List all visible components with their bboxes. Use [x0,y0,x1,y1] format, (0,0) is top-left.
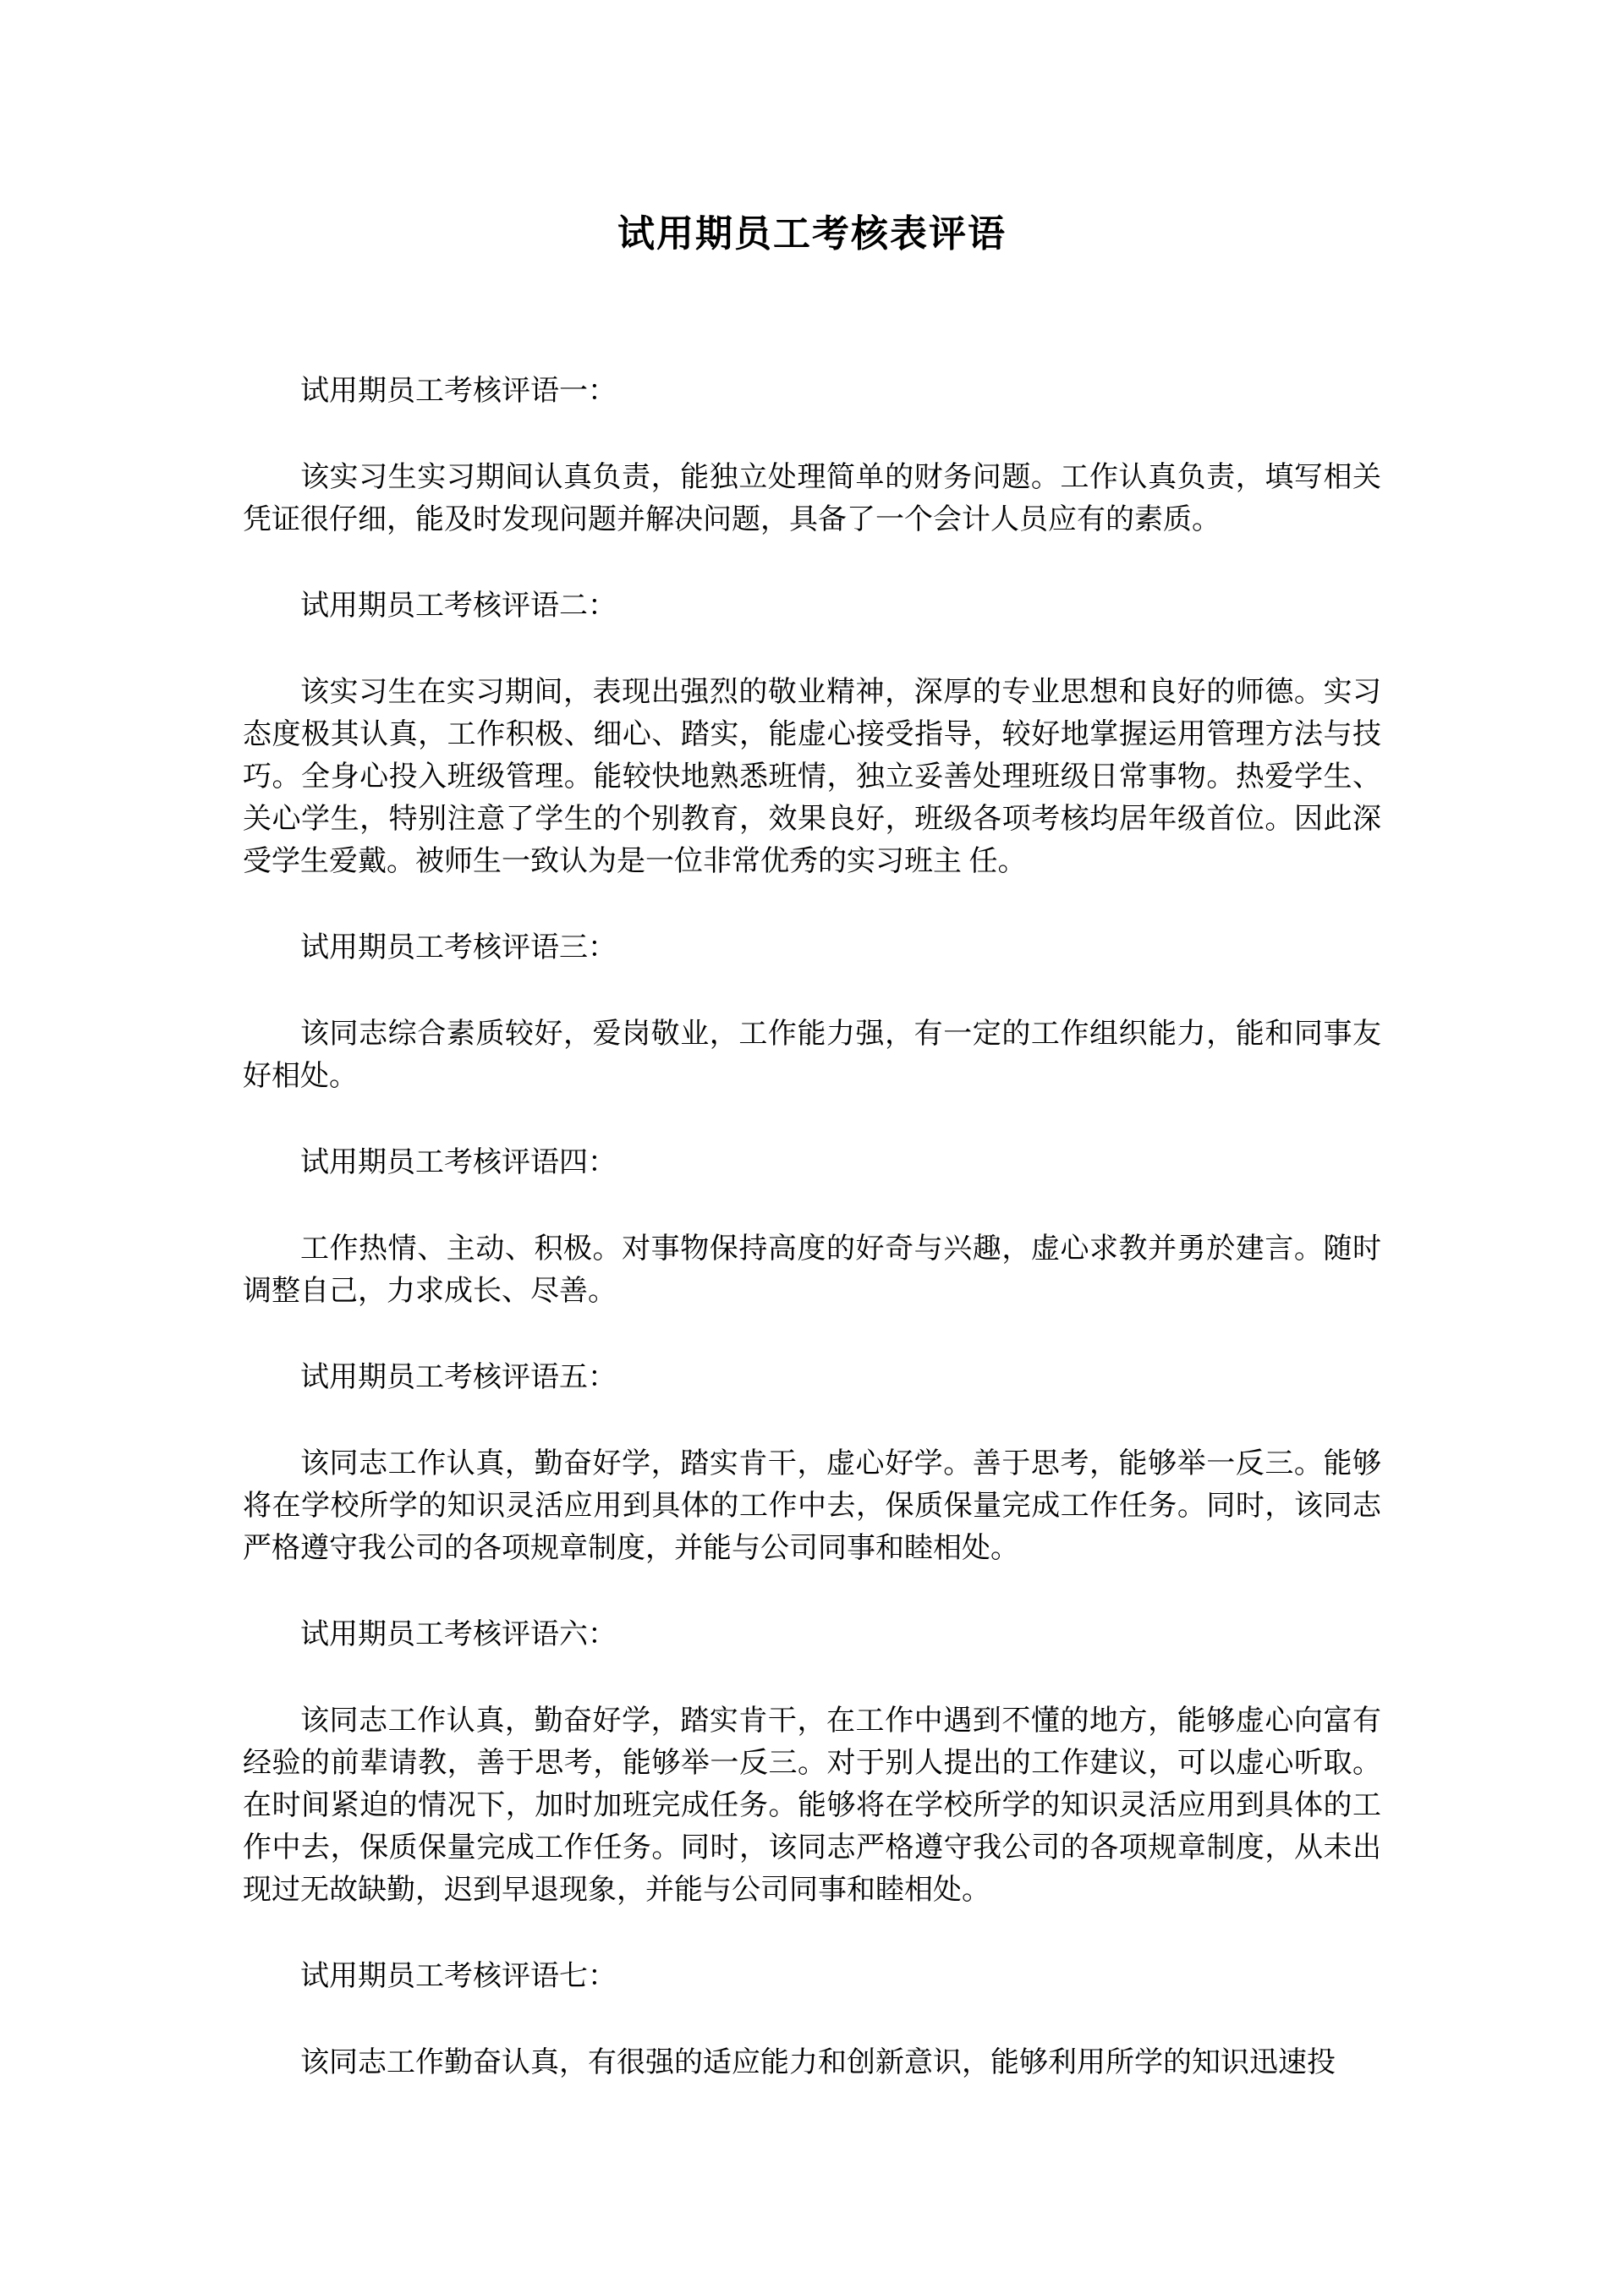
section-5-heading: 试用期员工考核评语五： [300,1362,617,1393]
comment-section-4 [243,1142,1381,1313]
comment-section-3 [243,927,1381,1098]
comment-section-2 [243,585,1381,883]
section-6-heading: 试用期员工考核评语六： [300,1619,617,1650]
comment-section-6 [243,1614,1381,1912]
section-5-body: 该同志工作认真，勤奋好学，踏实肯干，虚心好学。善于思考，能够举一反三。能够将在学校所学的知识灵活应用到具体的工作中去，保质保量完成工作任务。同时，该同志严格遵守我公司的各项规章制度，并能与公司同事和睦相处。 [243,1448,1381,1564]
section-7-heading: 试用期员工考核评语七： [300,1961,617,1992]
document-content [243,371,1381,2084]
section-1-body: 该实习生实习期间认真负责，能独立处理简单的财务问题。工作认真负责，填写相关凭证很仔细，能及时发现问题并解决问题，具备了一个会计人员应有的素质。 [243,462,1381,535]
section-3-heading: 试用期员工考核评语三： [300,932,617,964]
section-3-body: 该同志综合素质较好，爱岗敬业，工作能力强，有一定的工作组织能力，能和同事友好相处。 [243,1018,1381,1092]
section-6-body: 该同志工作认真，勤奋好学，踏实肯干，在工作中遇到不懂的地方，能够虚心向富有经验的前辈请教，善于思考，能够举一反三。对于别人提出的工作建议，可以虚心听取。在时间紧迫的情况下，加时加班完成任务。能够将在学校所学的知识灵活应用到具体的工作中去，保质保量完成工作任务。同时，该同志严格遵守我公司的各项规章制度，从未出现过无故缺勤，迟到早退现象，并能与公司同事和睦相处。 [243,1705,1381,1906]
section-2-body: 该实习生在实习期间，表现出强烈的敬业精神，深厚的专业思想和良好的师德。实习态度极其认真，工作积极、细心、踏实，能虚心接受指导，较好地掌握运用管理方法与技巧。全身心投入班级管理。能较快地熟悉班情，独立妥善处理班级日常事物。热爱学生、关心学生，特别注意了学生的个别教育，效果良好，班级各项考核均居年级首位。因此深受学生爱戴。被师生一致认为是一位非常优秀的实习班主 任。 [243,677,1381,877]
section-7-body: 该同志工作勤奋认真，有很强的适应能力和创新意识，能够利用所学的知识迅速投 [300,2047,1336,2078]
comment-section-5 [243,1357,1381,1570]
section-4-heading: 试用期员工考核评语四： [300,1147,617,1178]
document-title: 试用期员工考核表评语 [617,213,1007,255]
comment-section-1 [243,371,1381,541]
comment-section-7 [243,1956,1381,2084]
section-2-heading: 试用期员工考核评语二： [300,590,617,622]
section-4-body: 工作热情、主动、积极。对事物保持高度的好奇与兴趣，虚心求教并勇於建言。随时调整自己，力求成长、尽善。 [243,1233,1381,1307]
section-1-heading: 试用期员工考核评语一： [300,376,617,407]
